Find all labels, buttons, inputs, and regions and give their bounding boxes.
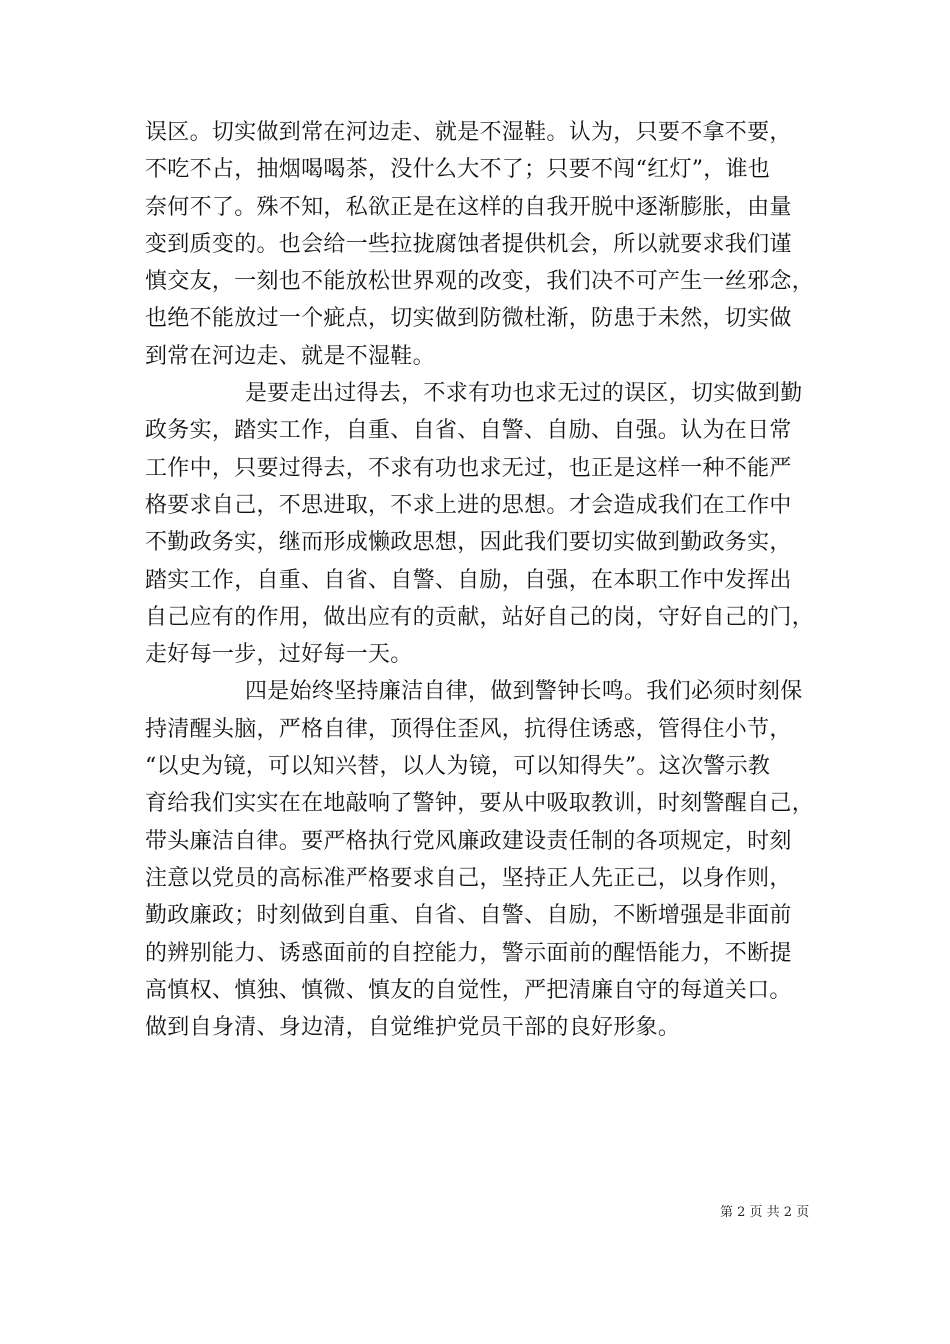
text-line: 持清醒头脑，严格自律，顶得住歪风，抗得住诱惑，管得住小节， xyxy=(145,716,792,742)
page-number-footer: 第 2 页 共 2 页 xyxy=(720,1205,810,1220)
text-line: 高慎权、慎独、慎微、慎友的自觉性，严把清廉自守的每道关口。 xyxy=(145,977,792,1003)
text-line: 走好每一步，过好每一天。 xyxy=(145,642,413,668)
text-line: 做到自身清、身边清，自觉维护党员干部的良好形象。 xyxy=(145,1015,681,1041)
text-line: 政务实，踏实工作，自重、自省、自警、自励、自强。认为在日常 xyxy=(145,418,792,444)
paragraph-first-line: 四是始终坚持廉洁自律，做到警钟长鸣。我们必须时刻保 xyxy=(245,679,803,705)
text-line: 误区。切实做到常在河边走、就是不湿鞋。认为，只要不拿不要， xyxy=(145,120,792,145)
text-line: 格要求自己，不思进取，不求上进的思想。才会造成我们在工作中 xyxy=(145,492,792,518)
text-line: “以史为镜，可以知兴替，以人为镜，可以知得失”。这次警示教 xyxy=(145,754,771,780)
text-line: 也绝不能放过一个疵点，切实做到防微杜渐，防患于未然，切实做 xyxy=(145,306,792,332)
text-line: 不勤政务实，继而形成懒政思想，因此我们要切实做到勤政务实， xyxy=(145,530,792,556)
body-text xyxy=(145,114,825,1046)
paragraph-first-line: 是要走出过得去，不求有功也求无过的误区，切实做到勤 xyxy=(245,381,803,407)
text-line: 自己应有的作用，做出应有的贡献，站好自己的岗，守好自己的门， xyxy=(145,604,815,630)
text-line: 育给我们实实在在地敲响了警钟，要从中吸取教训，时刻警醒自己， xyxy=(145,791,815,817)
text-line: 的辨别能力、诱惑面前的自控能力，警示面前的醒悟能力，不断提 xyxy=(145,940,792,966)
text-line: 工作中，只要过得去，不求有功也求无过，也正是这样一种不能严 xyxy=(145,455,792,481)
text-line: 不吃不占，抽烟喝喝茶，没什么大不了；只要不闯“红灯”，谁也 xyxy=(145,157,771,183)
text-line: 奈何不了。殊不知，私欲正是在这样的自我开脱中逐渐膨胀，由量 xyxy=(145,194,792,220)
text-line: 注意以党员的高标准严格要求自己，坚持正人先正己，以身作则， xyxy=(145,865,792,891)
text-line: 变到质变的。也会给一些拉拢腐蚀者提供机会，所以就要求我们谨 xyxy=(145,231,792,257)
text-line: 勤政廉政；时刻做到自重、自省、自警、自励，不断增强是非面前 xyxy=(145,903,792,929)
text-line: 到常在河边走、就是不湿鞋。 xyxy=(145,343,435,369)
text-line: 慎交友，一刻也不能放松世界观的改变，我们决不可产生一丝邪念， xyxy=(145,269,815,295)
text-line: 带头廉洁自律。要严格执行党风廉政建设责任制的各项规定，时刻 xyxy=(145,828,792,854)
text-line: 踏实工作，自重、自省、自警、自励，自强，在本职工作中发挥出 xyxy=(145,567,792,593)
